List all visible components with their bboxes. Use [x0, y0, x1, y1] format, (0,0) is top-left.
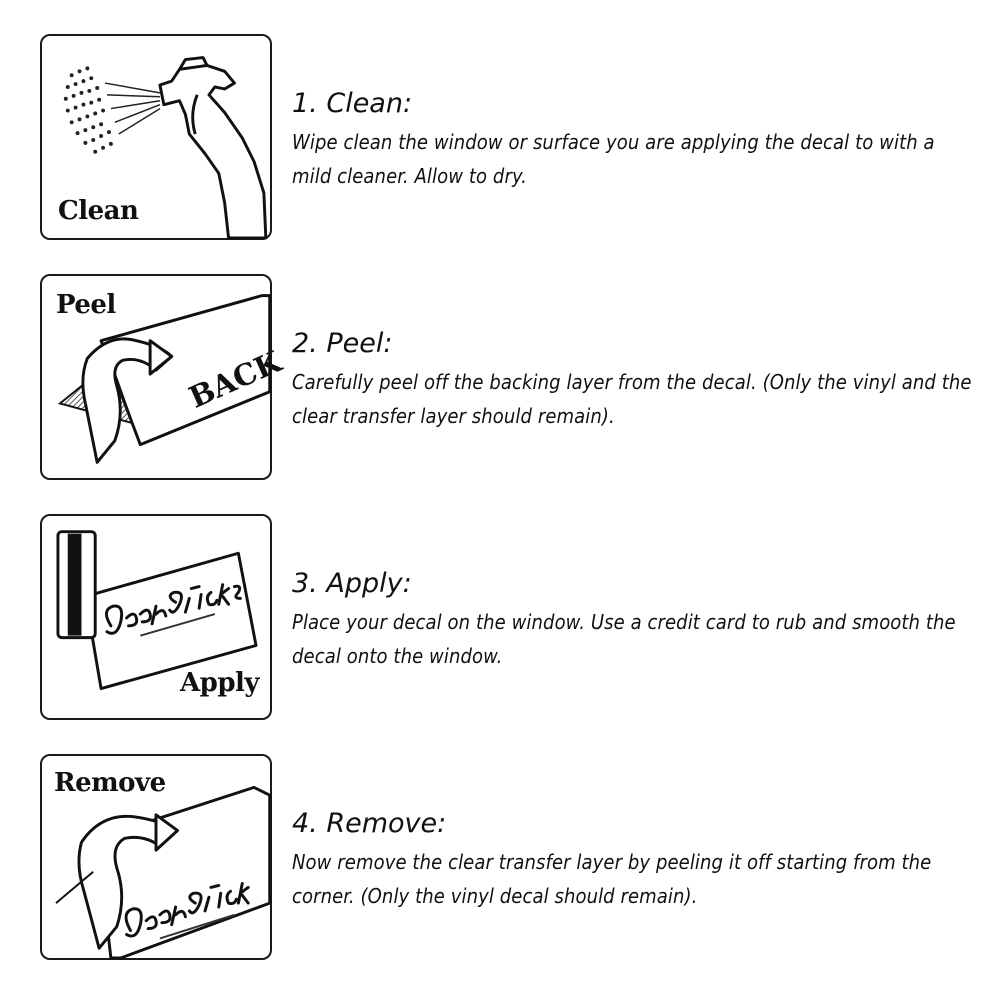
- step-description: Place your decal on the window. Use a credit card to rub and smooth the decal onto the window.: [292, 610, 956, 668]
- step-title: 4. Remove:: [292, 808, 447, 839]
- step-text: [292, 88, 972, 193]
- panel-label: Remove: [54, 768, 166, 798]
- step-remove: [0, 720, 1000, 960]
- step-text: [292, 568, 972, 673]
- step-description: Carefully peel off the backing layer from the decal. (Only the vinyl and the clear transfer layer should remain).: [292, 370, 972, 428]
- step-peel: [0, 240, 1000, 480]
- panel-label: Apply: [180, 668, 260, 698]
- step-illustration-panel: [40, 514, 272, 720]
- step-text: [292, 328, 972, 433]
- step-description: Wipe clean the window or surface you are applying the decal to with a mild cleaner. Allow to dry.: [292, 130, 935, 188]
- step-clean: [0, 0, 1000, 240]
- illustration-back-text: BACK: [183, 343, 287, 415]
- step-description: Now remove the clear transfer layer by peeling it off starting from the corner. (Only the vinyl decal should remain).: [292, 850, 932, 908]
- panel-label: Peel: [56, 290, 116, 320]
- step-text: [292, 808, 972, 913]
- step-title: 1. Clean:: [292, 88, 413, 119]
- step-illustration-panel: [40, 754, 272, 960]
- step-title: 2. Peel:: [292, 328, 393, 359]
- step-title: 3. Apply:: [292, 568, 412, 599]
- panel-label: Clean: [58, 196, 139, 226]
- step-illustration-panel: [40, 274, 287, 480]
- step-illustration-panel: [40, 34, 272, 240]
- step-apply: [0, 480, 1000, 720]
